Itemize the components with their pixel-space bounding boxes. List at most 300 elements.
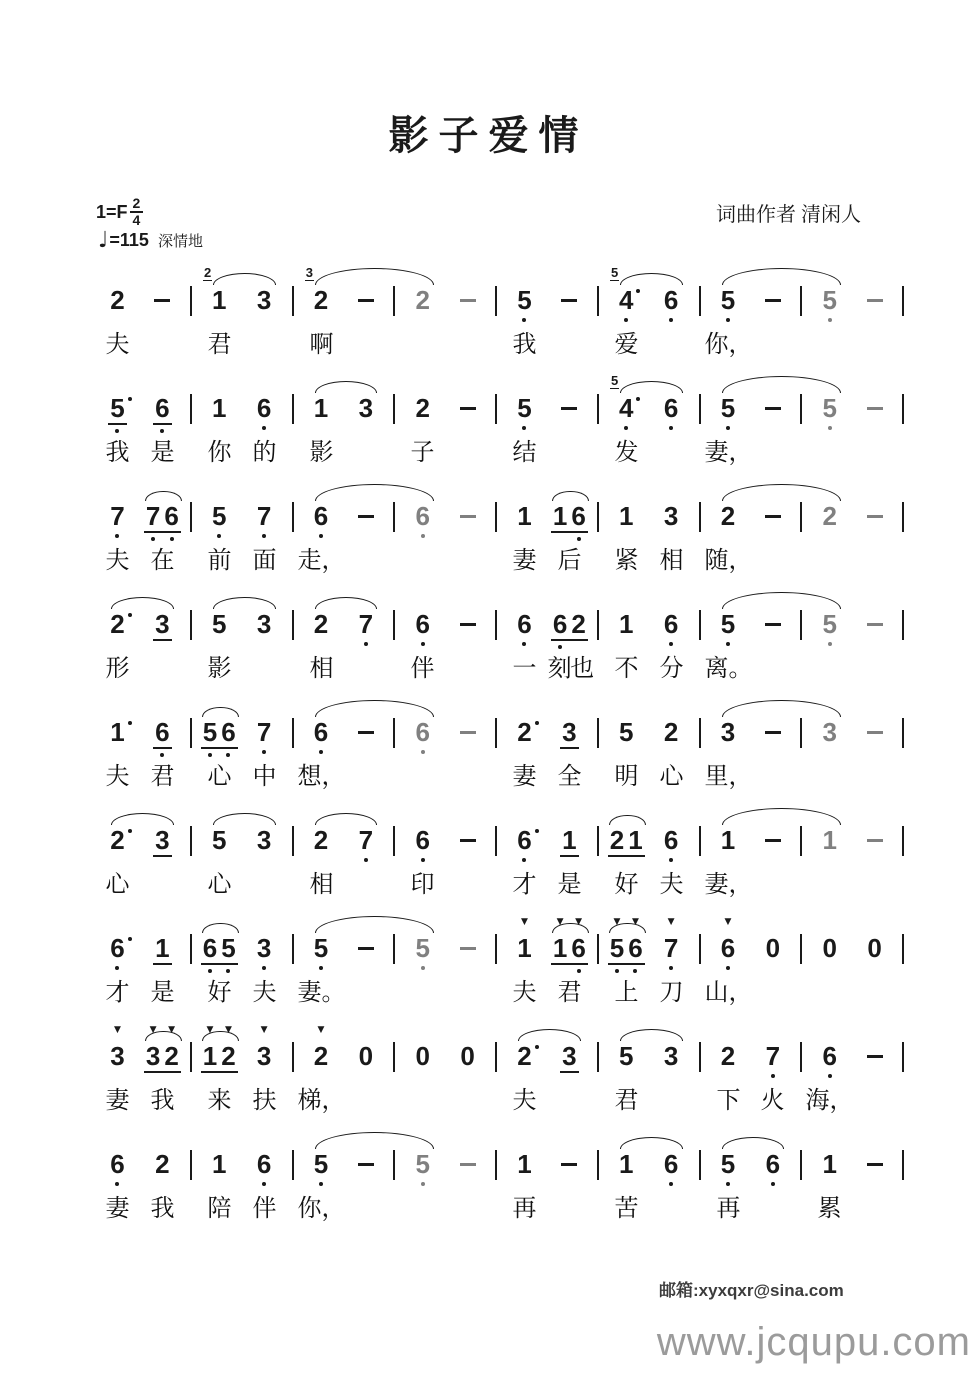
digit: 3 [155,825,170,855]
digit: 6 [663,609,679,639]
slur [609,815,645,825]
note-digit [719,610,737,639]
dash [763,718,783,747]
digit: 3 [256,609,272,639]
barline-mark [800,502,802,532]
beat [649,1150,694,1179]
digit: 1 [211,393,227,423]
slur [202,1031,238,1041]
beat [140,286,185,315]
beat [400,610,445,639]
dash [865,1042,885,1071]
beat [242,286,287,315]
digit: 6 [517,825,532,855]
note-digit [108,1150,126,1179]
note-digit [108,394,126,425]
digit: 5 [110,393,125,423]
barline [490,1150,502,1180]
dash-line [460,299,476,302]
beat [299,1150,344,1179]
barline-mark [495,718,497,748]
barline [592,1042,604,1072]
dash-line [867,299,883,302]
lyric: 全 [557,764,582,790]
note-digit [255,934,273,963]
lyric: 是 [557,872,582,898]
low-octave-dot [828,642,832,646]
digit: 6 [202,933,218,963]
digit: 3 [155,609,170,639]
digit: 6 [663,285,679,315]
barline [388,1150,400,1180]
low-octave-dot [262,534,266,538]
digit: 2 [221,1041,236,1071]
low-octave-dot [319,1182,323,1186]
note-digit [153,718,171,749]
barline [287,1150,299,1180]
barline [490,502,502,532]
digit: 7 [663,933,679,963]
beat [95,826,140,855]
dash-line [867,515,883,518]
barline-mark [597,826,599,856]
dash-line [460,407,476,410]
lyric: 君 [150,764,175,790]
lyric: 陪 [207,1196,232,1222]
digit: 3 [145,1041,161,1071]
note-digit [312,610,330,639]
tempo-marking [98,228,203,253]
barline-mark [292,394,294,424]
barline-mark [902,1042,904,1072]
digit: 2 [313,609,329,639]
digit: 2 [155,1149,170,1179]
tie [315,484,434,501]
digit: 1 [720,825,736,855]
dash [458,286,478,315]
low-octave-dot [421,534,425,538]
beat [807,610,852,639]
tie [315,700,434,717]
barline [185,1150,197,1180]
barline-mark [800,610,802,640]
key-label: 1=F [96,201,128,222]
low-octave-dot [828,318,832,322]
beat [706,502,751,531]
note-digit [153,934,171,965]
beat [400,502,445,531]
accent-icon: ▼ [520,917,528,927]
lyric: 扶 [252,1088,277,1114]
barline [185,934,197,964]
note-digit [312,394,330,423]
digit: 3 [110,1041,125,1071]
beat [140,826,185,857]
notation-system-4 [95,582,909,690]
barline [897,610,909,640]
barline [185,286,197,316]
digit: 1 [552,933,568,963]
lyric: 苦 [614,1196,639,1222]
low-octave-dot [364,858,368,862]
digit: 2 [571,609,586,639]
beat [649,826,694,855]
barline-mark [393,502,395,532]
barline [490,1042,502,1072]
rest-note [458,1042,476,1071]
beat [547,502,592,533]
dash-line [765,407,781,410]
accent-icon: ▼ [613,917,621,927]
beat [502,610,547,639]
score [95,258,909,1230]
dash [865,286,885,315]
dash-line [561,1163,577,1166]
notes-row [95,1150,909,1180]
digit: 6 [256,393,272,423]
note-digit [820,718,838,747]
beat [299,502,344,531]
beat [242,1025,287,1071]
note-digit [255,286,273,315]
note-digit [153,394,171,425]
note-digit [515,826,533,855]
digit: 5 [720,393,736,423]
low-octave-dot [669,1182,673,1186]
barline [592,610,604,640]
lyric: 君 [557,980,582,1006]
barline [897,394,909,424]
barline [490,286,502,316]
notes-row [95,1025,909,1073]
barline-mark [699,826,701,856]
dash [865,826,885,855]
low-octave-dot [726,318,730,322]
dash-line [358,1163,374,1166]
note-digit [662,1042,680,1071]
slur [620,273,683,285]
dash [865,718,885,747]
barline-mark [393,826,395,856]
dash-line [765,839,781,842]
low-octave-dot [522,318,526,322]
note-digit [515,502,533,531]
lyric: 梯， [297,1088,346,1114]
beat [445,1150,490,1179]
tie [722,268,841,285]
note-digit [560,826,578,857]
digit: 1 [517,501,532,531]
barline [287,934,299,964]
beat [750,610,795,639]
lyric: 也 [570,656,595,682]
barline-mark [495,1042,497,1072]
barline-mark [495,934,497,964]
note-digit [610,265,635,315]
digit: 1 [618,609,634,639]
digit: 5 [415,1149,430,1179]
barline [490,394,502,424]
beat [547,1042,592,1073]
low-octave-dot [726,426,730,430]
dash-line [460,947,476,950]
beat [649,394,694,423]
barline [897,1042,909,1072]
lyric: 海， [805,1088,854,1114]
note-digit [515,1042,533,1071]
note-digit [719,394,737,423]
beat [299,718,344,747]
dash [865,610,885,639]
note-digit [210,610,228,639]
barline [897,286,909,316]
low-octave-dot [421,642,425,646]
note-digit [820,826,838,855]
digit: 3 [256,933,272,963]
digit: 7 [145,501,161,531]
notation-system-1 [95,258,909,366]
beat [547,610,592,641]
note-digit [617,718,635,747]
barline [287,610,299,640]
beat [547,394,592,423]
time-signature [130,196,144,229]
beat [343,286,388,315]
tempo-value: =115 [109,230,149,250]
digit: 7 [765,1041,781,1071]
beat [547,917,592,965]
lyric: 子 [410,440,435,466]
digit: 5 [609,933,625,963]
barline-mark [292,502,294,532]
note-digit [617,1042,635,1071]
barline [694,502,706,532]
dash [458,502,478,531]
barline-mark [495,502,497,532]
barline [795,1150,807,1180]
beat [706,394,751,423]
note-digit [719,917,737,963]
composer-credit: 词曲作者 清闲人 [716,204,861,226]
barline-mark [495,1150,497,1180]
barline-mark [190,286,192,316]
lyric: 才 [105,980,130,1006]
beat [299,934,344,963]
note-digit [820,610,838,639]
beat [197,394,242,423]
accent-icon: ▼ [149,1025,157,1035]
lyric: 伴 [252,1196,277,1222]
lyric: 紧 [614,548,639,574]
barline [388,718,400,748]
digit: 5 [822,393,837,423]
notation-system-3 [95,474,909,582]
beat [807,1042,852,1071]
accent-icon: ▼ [260,1025,268,1035]
low-octave-dot [669,426,673,430]
digit: 2 [720,1041,736,1071]
low-octave-dot [624,318,628,322]
slur [620,1029,683,1041]
note-digit [820,1042,838,1071]
note-digit [662,718,680,747]
beat [649,1042,694,1071]
note-digit [626,826,644,857]
digit: 0 [765,933,781,963]
note-digit [560,718,578,749]
beat [852,286,897,315]
dash-line [765,299,781,302]
barline [592,718,604,748]
low-octave-dot [771,1182,775,1186]
barline-mark [393,934,395,964]
digit: 3 [256,285,272,315]
dash [559,286,579,315]
augmentation-dot [535,721,539,725]
barline-mark [292,286,294,316]
barline [795,502,807,532]
lyric: 夫 [105,332,130,358]
dash-line [460,515,476,518]
lyric: 夫 [659,872,684,898]
beat [197,265,242,315]
note-digit [662,394,680,423]
beat [140,502,185,533]
beat [852,394,897,423]
lyric: 爱 [614,332,639,358]
barline [185,1042,197,1072]
dash-line [765,623,781,626]
slur [552,491,588,501]
digit: 6 [571,501,586,531]
digit: 1 [618,1149,634,1179]
beat [706,610,751,639]
barline [287,826,299,856]
note-digit [662,286,680,315]
note-digit [413,286,431,315]
barline-mark [393,610,395,640]
digit: 2 [164,1041,179,1071]
low-octave-dot [421,750,425,754]
low-octave-dot [669,966,673,970]
digit: 6 [628,933,643,963]
augmentation-dot [128,397,132,401]
note-digit [144,1025,162,1073]
digit: 7 [256,717,272,747]
barline [287,394,299,424]
digit: 6 [415,825,430,855]
augmentation-dot [128,721,132,725]
digit: 6 [155,393,170,423]
beat [706,1150,751,1179]
digit: 3 [663,501,679,531]
beat [445,1042,490,1071]
barline-mark [393,1150,395,1180]
digit: 5 [415,933,430,963]
barline [694,286,706,316]
digit: 6 [313,717,329,747]
barline-mark [190,502,192,532]
lyric: 夫 [512,1088,537,1114]
notation-system-9 [95,1122,909,1230]
dash [865,502,885,531]
notes-row [95,265,909,316]
note-digit [108,826,126,855]
beat [852,934,897,963]
beat [242,826,287,855]
slur [213,813,276,825]
dash [356,934,376,963]
dash [356,1150,376,1179]
beat [706,286,751,315]
lyric: 妻， [704,440,753,466]
beat [140,934,185,965]
low-octave-dot [364,642,368,646]
barline-mark [597,1042,599,1072]
digit: 4 [618,393,634,423]
slur [213,273,276,285]
lyric: 面 [252,548,277,574]
note-digit [560,1042,578,1073]
beat [604,610,649,639]
beat [502,286,547,315]
note-digit [201,934,219,965]
note-digit [413,718,431,747]
barline-mark [393,394,395,424]
beat [604,1150,649,1179]
digit: 5 [202,717,218,747]
beat [242,610,287,639]
beat [242,502,287,531]
beat [197,1150,242,1179]
barline [897,502,909,532]
barline [694,1042,706,1072]
barline-mark [393,718,395,748]
digit: 5 [618,717,634,747]
lyric: 我 [150,1196,175,1222]
beat [343,934,388,963]
digit: 7 [256,501,272,531]
note-digit [219,934,237,965]
barline-mark [495,286,497,316]
lyric: 不 [614,656,639,682]
beat [95,1025,140,1071]
barline-mark [902,394,904,424]
low-octave-dot [522,642,526,646]
dash [559,1150,579,1179]
dash-line [867,1163,883,1166]
beat [706,826,751,855]
digit: 3 [562,1041,577,1071]
slur [315,597,377,609]
digit: 3 [822,717,837,747]
slur [145,491,181,501]
beat [95,394,140,425]
lyric: 妻。 [297,980,346,1006]
dash [152,286,172,315]
digit: 5 [211,609,227,639]
lyric: 你， [704,332,753,358]
tie [722,700,841,717]
barline [287,286,299,316]
beat [140,1025,185,1073]
barline-mark [699,502,701,532]
digit: 6 [720,933,736,963]
digit: 6 [110,933,125,963]
note-digit [662,610,680,639]
barline [795,718,807,748]
beat [95,934,140,963]
